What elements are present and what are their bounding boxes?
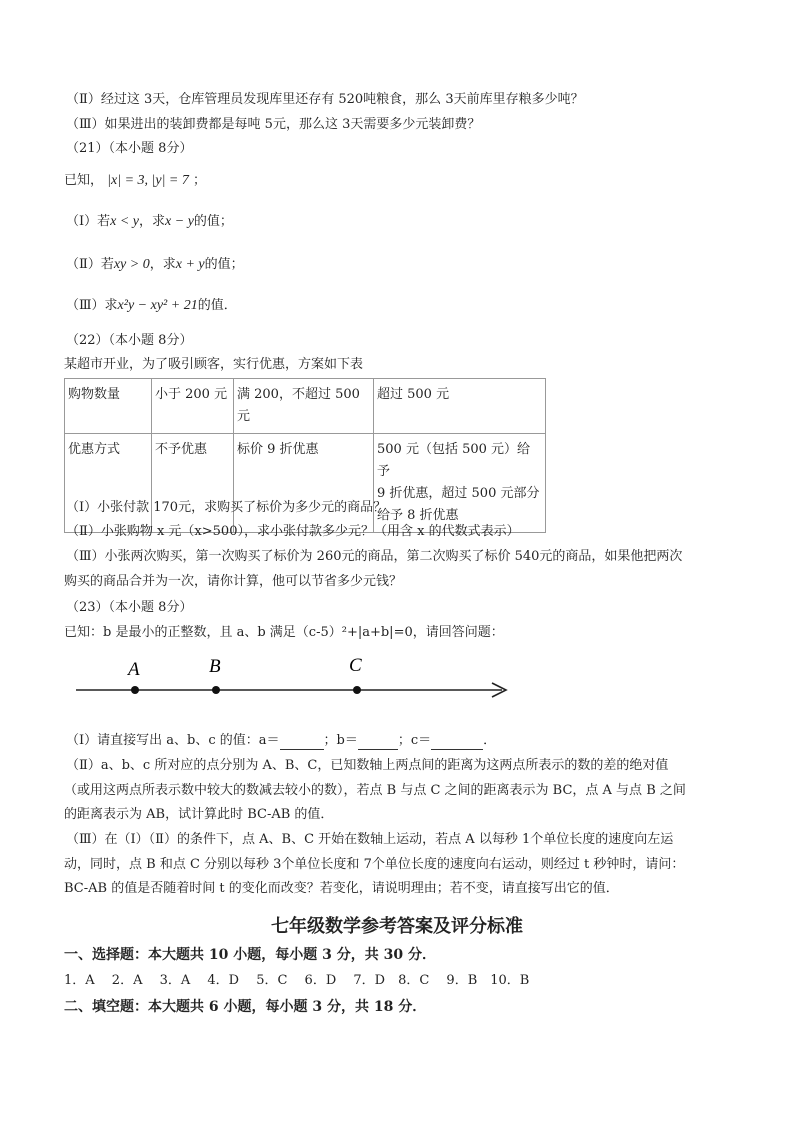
q23-p1-c: ；c＝ <box>397 733 432 748</box>
table-cell: 满 200，不超过 500 元 <box>234 379 374 434</box>
q23-part1 <box>66 732 496 750</box>
cell-line: 给予 8 折优惠 <box>377 508 459 523</box>
q21-p1-math1: x < y <box>110 214 140 229</box>
number-line <box>70 650 520 706</box>
q21-given-suffix: ； <box>193 173 207 188</box>
q21-p2-math2: x + y <box>175 257 205 272</box>
table-row <box>65 434 546 533</box>
q21-p3-math: x²y − xy² + 21 <box>117 298 198 313</box>
q21-given <box>64 172 206 190</box>
q21-part1 <box>66 213 233 231</box>
point-a-label: A <box>128 659 140 680</box>
q21-p1-mid: ，求 <box>139 214 166 229</box>
q21-part3 <box>66 297 237 315</box>
table-cell: 优惠方式 <box>65 434 152 533</box>
table-cell: 标价 9 折优惠 <box>234 434 374 533</box>
answer-section1: 一、选择题：本大题共 10 小题，每小题 3 分，共 30 分． <box>64 947 436 963</box>
q23-p1-prefix: （Ⅰ）请直接写出 a、b、c 的值：a＝ <box>66 733 280 748</box>
q22-header: （22）（本小题 8分） <box>66 333 193 348</box>
q22-part1: （Ⅰ）小张付款 170元，求购买了标价为多少元的商品？ <box>66 500 387 515</box>
q21-p3-prefix: （Ⅲ）求 <box>66 298 118 313</box>
q21-p2-mid: ，求 <box>149 257 176 272</box>
q21-p1-prefix: （Ⅰ）若 <box>66 214 111 229</box>
answer-section2: 二、填空题：本大题共 6 小题，每小题 3 分，共 18 分． <box>64 999 427 1015</box>
q21-given-prefix: 已知， <box>64 173 104 188</box>
point-b-label: B <box>209 656 221 677</box>
q21-p1-suffix: 的值； <box>193 214 233 229</box>
q23-part2a: （Ⅱ）a、b、c 所对应的点分别为 A、B、C，已知数轴上两点间的距离为这两点所表示的数的差的绝对值 <box>66 758 669 773</box>
answer-blank-b[interactable] <box>358 735 398 750</box>
q23-part3a: （Ⅲ）在（Ⅰ）（Ⅱ）的条件下，点 A、B、C 开始在数轴上运动，若点 A 以每秒 1个单位长度的速度向左运 <box>66 832 674 847</box>
q22-part2: （Ⅱ）小张购物 x 元（x>500），求小张付款多少元？（用含 x 的代数式表示） <box>66 524 520 539</box>
point-b-dot <box>212 686 220 694</box>
table-row <box>65 379 546 434</box>
q22-part3b: 购买的商品合并为一次，请你计算，他可以节省多少元钱？ <box>64 574 403 589</box>
q21-p2-math1: xy > 0 <box>113 257 150 272</box>
q23-part2c: 的距离表示为 AB，试计算此时 BC-AB 的值． <box>64 807 334 822</box>
q23-p1-b: ；b＝ <box>323 733 358 748</box>
answer-choices: 1．A 2．A 3．A 4．D 5．C 6．D 7．D 8．C 9．B 10．B <box>64 973 530 988</box>
answer-key-title: 七年级数学参考答案及评分标准 <box>271 916 523 937</box>
q20-part3: （Ⅲ）如果进出的装卸费都是每吨 5元，那么这 3天需要多少元装卸费？ <box>66 117 481 132</box>
answer-blank-a[interactable] <box>280 735 324 750</box>
q21-p2-prefix: （Ⅱ）若 <box>66 257 114 272</box>
q22-intro: 某超市开业，为了吸引顾客，实行优惠，方案如下表 <box>64 357 364 372</box>
q21-p1-math2: x − y <box>165 214 194 229</box>
q23-header: （23）（本小题 8分） <box>66 600 193 615</box>
q21-given-math: |x| = 3, |y| = 7 <box>107 173 189 188</box>
point-a-dot <box>131 686 139 694</box>
q21-header: （21）（本小题 8分） <box>66 141 193 156</box>
table-cell: 超过 500 元 <box>374 379 546 434</box>
cell-line: 500 元（包括 500 元）给予 <box>377 442 531 479</box>
point-c-dot <box>353 686 361 694</box>
q23-part3b: 动，同时，点 B 和点 C 分别以每秒 3个单位长度和 7个单位长度的速度向右运动，则经过 t 秒钟时，请问： <box>64 857 685 872</box>
table-cell: 不予优惠 <box>152 434 234 533</box>
q23-given: 已知：b 是最小的正整数，且 a、b 满足（c-5）²+|a+b|=0，请回答问题： <box>64 625 504 640</box>
point-c-label: C <box>349 655 362 676</box>
table-cell: 小于 200 元 <box>152 379 234 434</box>
table-cell: 购物数量 <box>65 379 152 434</box>
q23-p1-end: ． <box>483 733 497 748</box>
table-cell <box>374 434 546 533</box>
q21-p3-suffix: 的值． <box>197 298 237 313</box>
cell-line: 9 折优惠，超过 500 元部分 <box>377 486 540 501</box>
q22-part3a: （Ⅲ）小张两次购买，第一次购买了标价为 260元的商品，第二次购买了标价 540元的商品，如果他把两次 <box>66 549 683 564</box>
q23-part3c: BC-AB 的值是否随着时间 t 的变化而改变？若变化，请说明理由；若不变，请直接写出它的值． <box>64 881 619 896</box>
q21-part2 <box>66 256 244 274</box>
q23-part2b: （或用这两点所表示数中较大的数减去较小的数），若点 B 与点 C 之间的距离表示为 BC，点 A 与点 B 之间 <box>64 783 686 798</box>
q20-part2: （Ⅱ）经过这 3天，仓库管理员发现库里还存有 520吨粮食，那么 3天前库里存粮多少吨？ <box>66 92 584 107</box>
answer-blank-c[interactable] <box>431 735 483 750</box>
q21-p2-suffix: 的值； <box>204 257 244 272</box>
